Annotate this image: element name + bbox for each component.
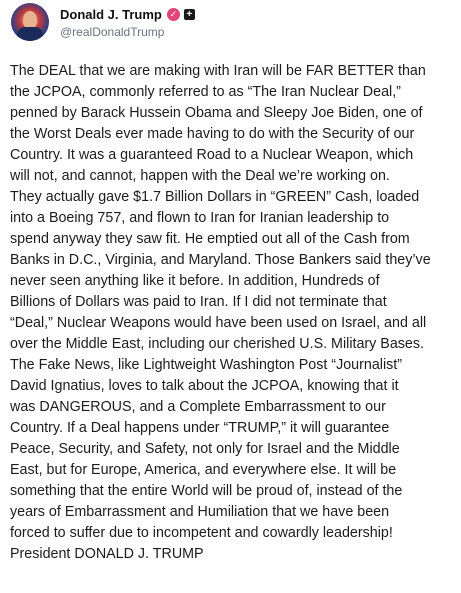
post-line: years of Embarrassment and Humiliation that we have been (10, 504, 390, 520)
author-handle[interactable]: @realDonaldTrump (60, 24, 165, 39)
post-line: David Ignatius, loves to talk about the JCPOA, knowing that it (10, 378, 399, 394)
post-line: penned by Barack Hussein Obama and Sleepy Joe Biden, one of (10, 105, 423, 121)
post-line: over the Middle East, including our cherished U.S. Military Bases. (10, 336, 425, 352)
post-line: was DANGEROUS, and a Complete Embarrassment to our (10, 399, 386, 415)
avatar[interactable] (11, 3, 49, 41)
post-line: Billions of Dollars was paid to Iran. If I did not terminate that (10, 294, 387, 310)
verified-badge-icon: ✓ (167, 8, 180, 21)
post-line: forced to suffer due to incompetent and cowardly leadership! (10, 525, 393, 541)
post-header (11, 3, 195, 41)
author-name[interactable]: Donald J. Trump (60, 7, 162, 22)
post-line: something that the entire World will be proud of, instead of the (10, 483, 403, 499)
post-line: into a Boeing 757, and flown to Iran for Iranian leadership to (10, 210, 390, 226)
post-line: will not, and cannot, happen with the Deal we’re working on. (10, 168, 390, 184)
post-line: the JCPOA, commonly referred to as “The Iran Nuclear Deal,” (10, 84, 401, 100)
post-line: Country. If a Deal happens under “TRUMP,” it will guarantee (10, 420, 390, 436)
name-row (60, 6, 195, 24)
post-signature: President DONALD J. TRUMP (10, 546, 204, 562)
post-line: Banks in D.C., Virginia, and Maryland. Those Bankers said they’ve (10, 252, 431, 268)
post-line: never seen anything like it before. In addition, Hundreds of (10, 273, 380, 289)
post-line: They actually gave $1.7 Billion Dollars in “GREEN” Cash, loaded (10, 189, 420, 205)
post-line: The Fake News, like Lightweight Washington Post “Journalist” (10, 357, 403, 373)
post-line: “Deal,” Nuclear Weapons would have been used on Israel, and all (10, 315, 427, 331)
post-line: spend anyway they saw fit. He emptied out all of the Cash from (10, 231, 410, 247)
post-line: the Worst Deals ever made having to do with the Security of our (10, 126, 415, 142)
post-body (10, 61, 455, 565)
author-info (60, 6, 195, 39)
subscription-badge-icon: + (184, 9, 195, 20)
post-line: East, but for Europe, America, and everywhere else. It will be (10, 462, 397, 478)
post-line: Peace, Security, and Safety, not only for Israel and the Middle (10, 441, 400, 457)
post-line: Country. It was a guaranteed Road to a Nuclear Weapon, which (10, 147, 414, 163)
post-line: The DEAL that we are making with Iran will be FAR BETTER than (10, 63, 426, 79)
